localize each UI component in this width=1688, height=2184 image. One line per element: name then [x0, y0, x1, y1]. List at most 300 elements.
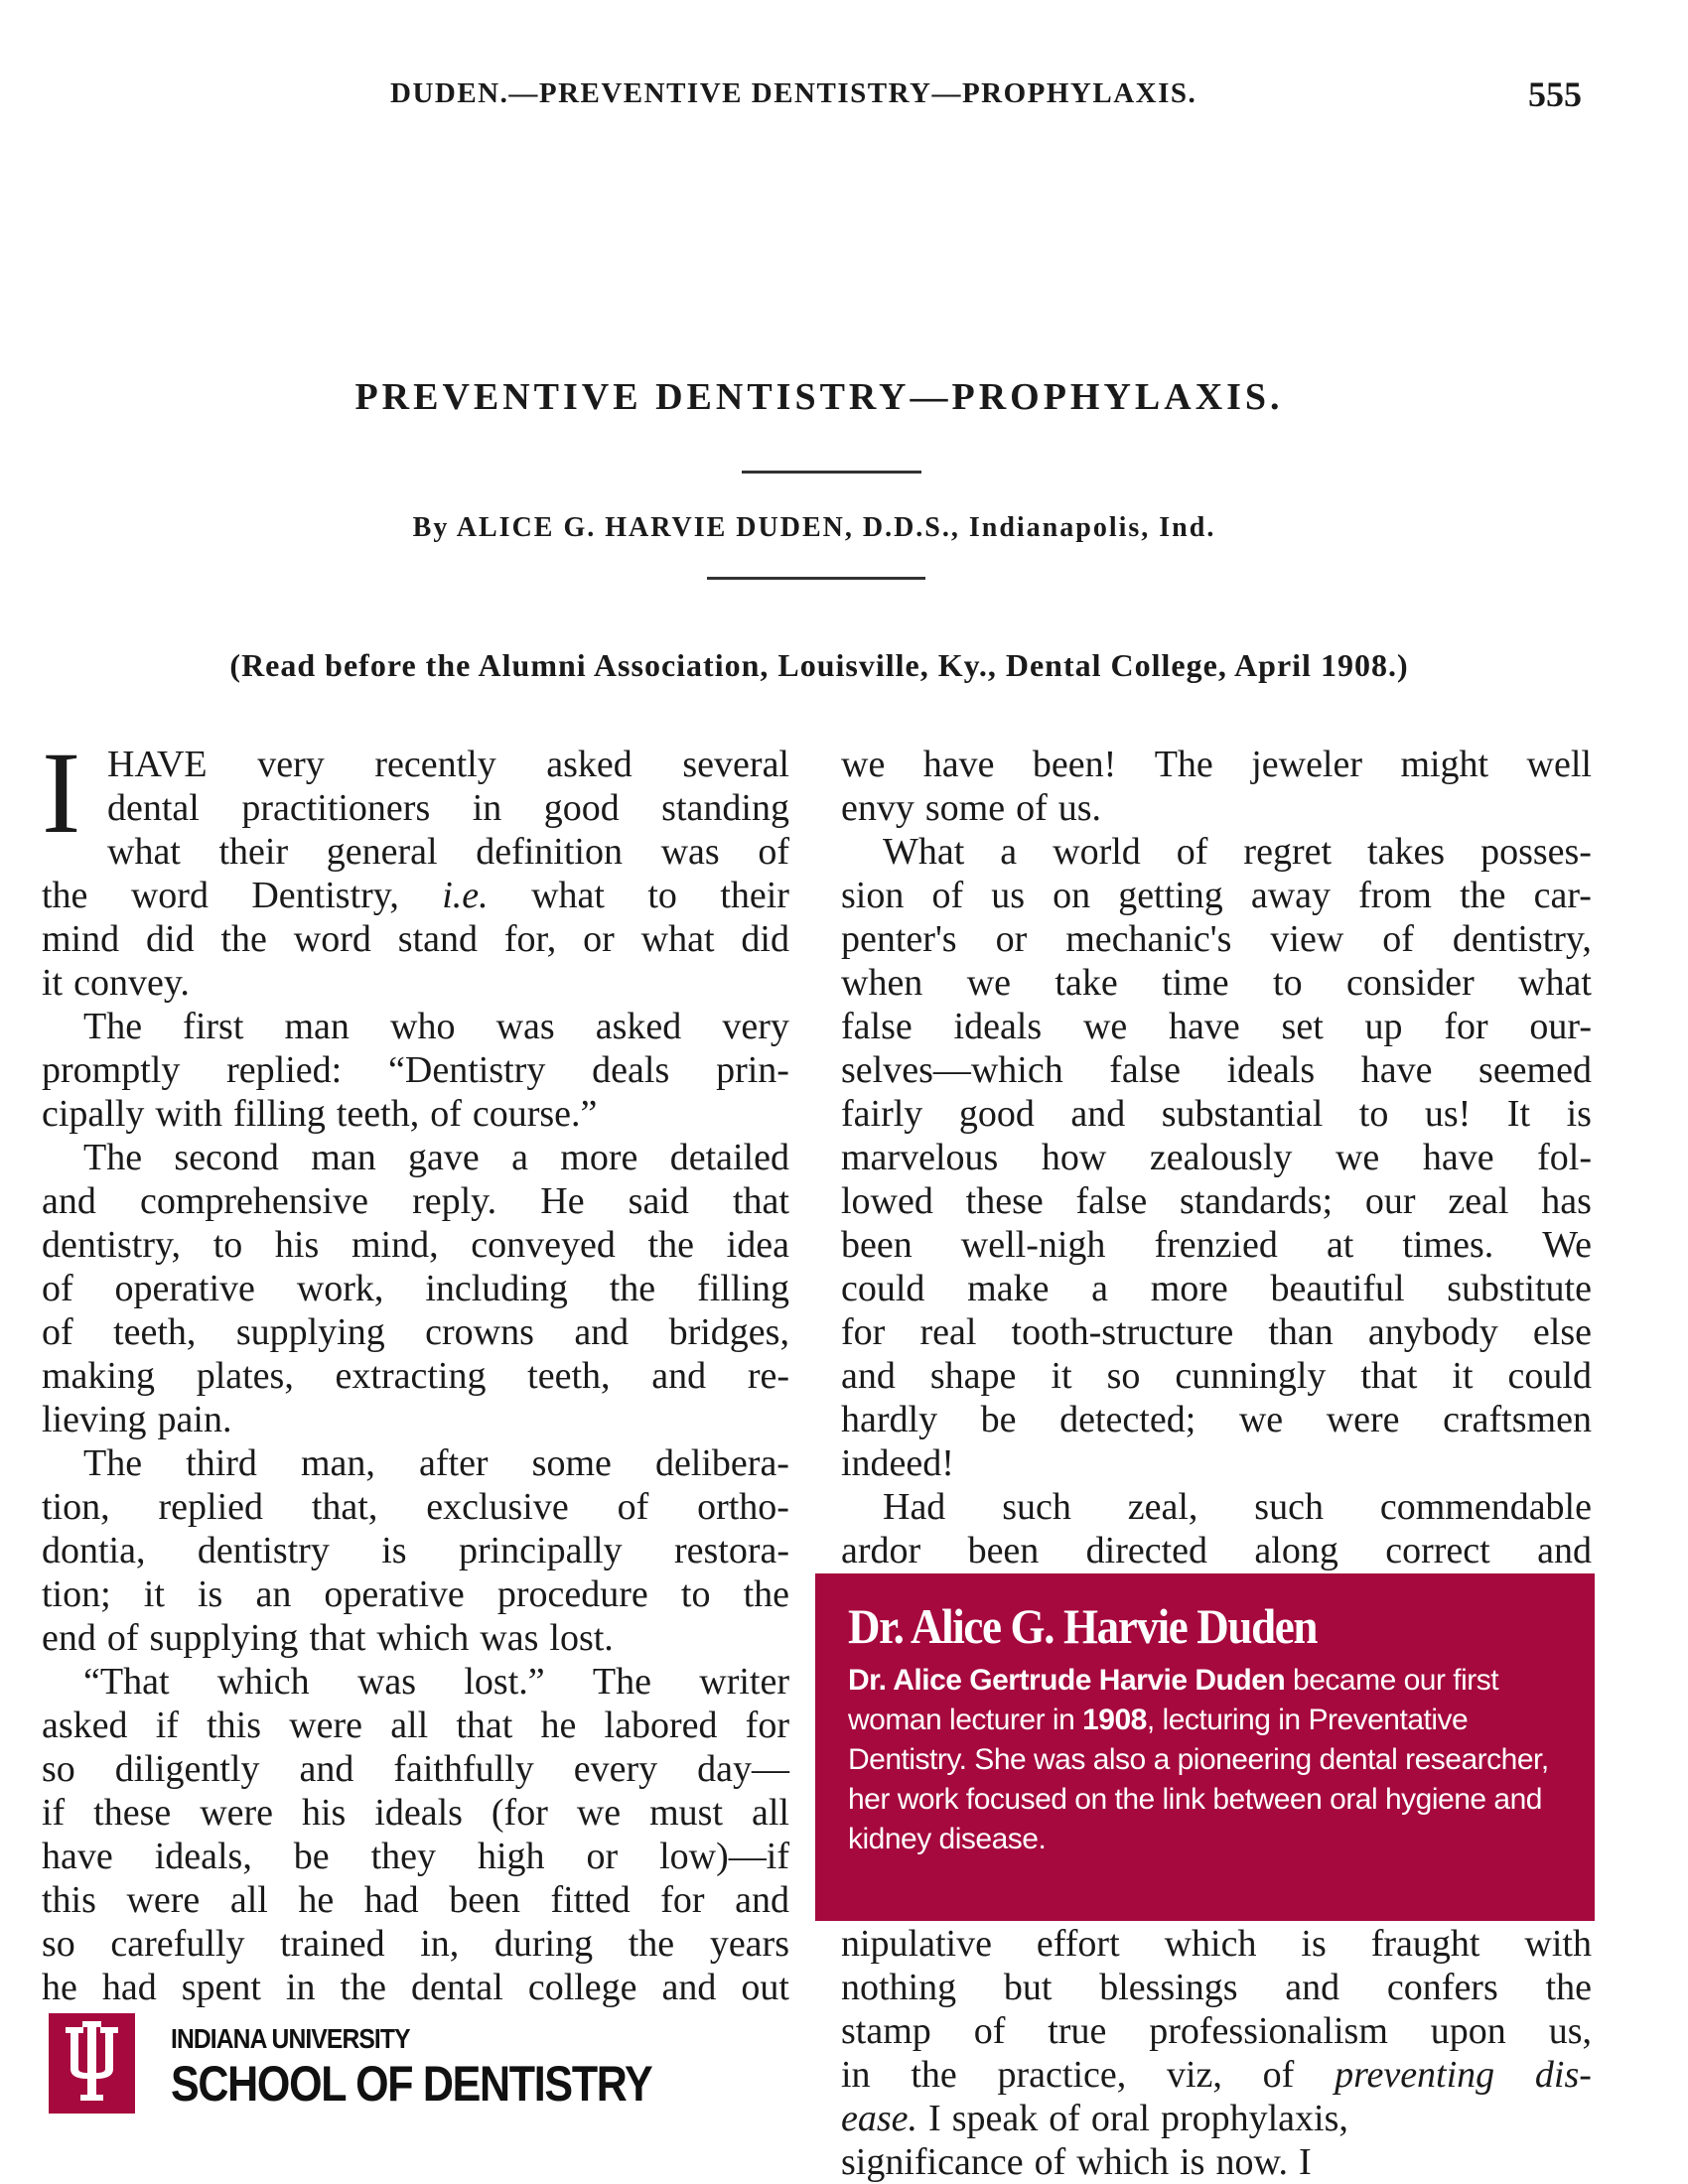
word: is	[1301, 1923, 1327, 1965]
word: of	[430, 1093, 462, 1135]
word: had	[363, 1879, 419, 1921]
word: dental	[107, 787, 200, 829]
text-line	[841, 961, 1592, 1005]
word: carefully	[110, 1923, 245, 1965]
word: marvelous	[841, 1137, 999, 1178]
word: deals	[592, 1049, 670, 1091]
word: zeal,	[1127, 1486, 1198, 1528]
word: idea	[726, 1224, 789, 1266]
word: that,	[311, 1486, 378, 1528]
text-line	[42, 1835, 789, 1878]
text-line	[42, 1398, 789, 1441]
word: dentistry	[197, 1530, 330, 1571]
text-line	[42, 1878, 789, 1922]
word: us!	[1424, 1093, 1472, 1135]
word: years	[709, 1923, 789, 1965]
word: of	[42, 1268, 73, 1309]
word: dis-	[1534, 2054, 1592, 2096]
word: trained	[280, 1923, 385, 1965]
word: “That	[83, 1661, 170, 1703]
text-line	[42, 1529, 789, 1572]
word: we	[966, 962, 1012, 1004]
text-line	[841, 1485, 1592, 1529]
word: our-	[1529, 1006, 1592, 1047]
word: ideals	[374, 1792, 463, 1834]
word: hardly	[841, 1399, 938, 1440]
word: when	[841, 962, 923, 1004]
word: is	[198, 1573, 223, 1615]
word: indeed!	[841, 1442, 954, 1484]
word: of	[973, 2010, 1006, 2052]
word: been	[449, 1879, 520, 1921]
word: that	[1360, 1355, 1418, 1397]
word: supplying	[149, 1617, 299, 1659]
word: true	[1048, 2010, 1107, 2052]
word: more	[560, 1137, 638, 1178]
word: supplying	[235, 1311, 385, 1353]
word: an	[255, 1573, 292, 1615]
word: commendable	[1379, 1486, 1592, 1528]
word: re-	[747, 1355, 789, 1397]
word: did	[741, 918, 789, 960]
text-line	[841, 1966, 1592, 2009]
text-line	[841, 1922, 1592, 1966]
word: so	[1106, 1355, 1141, 1397]
word: stand	[397, 918, 479, 960]
word: the	[42, 875, 88, 916]
word: plates,	[196, 1355, 294, 1397]
word: if	[155, 1705, 179, 1746]
text-line	[42, 1485, 789, 1529]
word: fitted	[550, 1879, 631, 1921]
left-column	[42, 743, 789, 2009]
word: What	[883, 831, 965, 873]
word: operative	[324, 1573, 465, 1615]
word: he	[42, 1967, 77, 2008]
word: lost.	[549, 1617, 614, 1659]
word: reply.	[412, 1180, 497, 1222]
word: or	[995, 918, 1028, 960]
word: zealously	[1149, 1137, 1293, 1178]
word: confers	[1386, 1967, 1498, 2008]
word: several	[682, 744, 789, 785]
word: getting	[1118, 875, 1223, 916]
text-line	[841, 1354, 1592, 1398]
word: restora-	[673, 1530, 789, 1571]
logo-school: SCHOOL OF DENTISTRY	[171, 2056, 652, 2112]
word: penter's	[841, 918, 957, 960]
word: regret	[1243, 831, 1333, 873]
word: take	[1055, 962, 1118, 1004]
text-line	[42, 1179, 789, 1223]
running-header: DUDEN.—PREVENTIVE DENTISTRY—PROPHYLAXIS.	[390, 77, 1197, 109]
word: The	[83, 1137, 143, 1178]
word: high	[478, 1836, 545, 1877]
word: these	[965, 1180, 1044, 1222]
word: for,	[503, 918, 557, 960]
word: is	[1566, 1093, 1592, 1135]
word: it	[42, 962, 64, 1004]
word: of	[931, 875, 964, 916]
word: general	[326, 831, 438, 873]
word: were	[289, 1705, 363, 1746]
word: word	[293, 918, 371, 960]
text-line	[42, 1572, 789, 1616]
iu-trident-icon	[49, 2013, 135, 2114]
word: tion;	[42, 1573, 111, 1615]
word: “Dentistry	[388, 1049, 546, 1091]
text-line	[42, 1267, 789, 1310]
word: teeth,	[336, 1093, 420, 1135]
text-line	[42, 961, 789, 1005]
word: envy	[841, 787, 914, 829]
word: teeth,	[113, 1311, 197, 1353]
word: were	[1326, 1399, 1400, 1440]
word: beautiful	[1270, 1268, 1405, 1309]
word: and	[735, 1879, 789, 1921]
word: have	[1360, 1049, 1433, 1091]
word: which	[216, 1661, 310, 1703]
word: third	[186, 1442, 257, 1484]
word: practitioners	[241, 787, 431, 829]
word: low)—if	[659, 1836, 789, 1877]
word: it	[143, 1573, 165, 1615]
word: Had	[883, 1486, 946, 1528]
word: a	[1091, 1268, 1109, 1309]
word: good	[958, 1093, 1035, 1135]
word: have	[1422, 1137, 1494, 1178]
word: in	[285, 1967, 316, 2008]
text-line	[841, 1005, 1592, 1048]
word: replied:	[226, 1049, 343, 1091]
word: to	[1358, 1093, 1389, 1135]
word: blessings	[1099, 1967, 1238, 2008]
word: extracting	[335, 1355, 487, 1397]
word: operative	[114, 1268, 255, 1309]
word: the	[220, 918, 267, 960]
word: asked	[595, 1006, 682, 1047]
word: The	[1154, 744, 1213, 785]
word: after	[418, 1442, 489, 1484]
word: selves—which	[841, 1049, 1063, 1091]
word: these	[93, 1792, 172, 1834]
word: with	[155, 1093, 222, 1135]
text-line	[42, 1747, 789, 1791]
text-line	[42, 1092, 789, 1136]
callout-box	[815, 1573, 1595, 1921]
word: their	[720, 875, 789, 916]
word: nipulative	[841, 1923, 992, 1965]
text-line	[42, 1922, 789, 1966]
text-line	[841, 1441, 1592, 1485]
word: view	[1270, 918, 1344, 960]
word: he	[540, 1705, 577, 1746]
word: to	[212, 1224, 243, 1266]
byline: By ALICE G. HARVIE DUDEN, D.D.S., Indianapolis, Ind.	[412, 512, 1216, 543]
text-line	[841, 874, 1592, 917]
word: word	[130, 875, 209, 916]
word: HAVE	[107, 744, 208, 785]
word: from	[1358, 875, 1432, 916]
word: teeth,	[527, 1355, 611, 1397]
word: significance	[841, 2141, 1024, 2183]
word: well-nigh	[960, 1224, 1106, 1266]
text-line	[841, 786, 1592, 830]
word: anybody	[1367, 1311, 1498, 1353]
word: which	[1164, 1923, 1257, 1965]
word: preventing	[1335, 2054, 1495, 2096]
text-line	[42, 1660, 789, 1704]
word: sion	[841, 875, 905, 916]
word: along	[1254, 1530, 1338, 1571]
word: convey.	[73, 962, 190, 1004]
text-line	[42, 1354, 789, 1398]
word: bridges,	[668, 1311, 789, 1353]
word: for	[745, 1705, 789, 1746]
word: of	[1016, 787, 1048, 829]
word: of	[1382, 918, 1414, 960]
divider	[707, 577, 925, 580]
word: real	[919, 1311, 977, 1353]
word: prin-	[716, 1049, 789, 1091]
word: which	[376, 1617, 470, 1659]
word: false	[841, 1006, 913, 1047]
word: first	[183, 1006, 244, 1047]
word: mechanic's	[1065, 918, 1232, 960]
word: all	[751, 1792, 789, 1834]
word: good	[543, 787, 620, 829]
word: upon	[1430, 2010, 1506, 2052]
word: been	[841, 1224, 913, 1266]
word: diligently	[114, 1748, 260, 1790]
word: asked	[546, 744, 633, 785]
word: could	[841, 1268, 925, 1309]
word: detailed	[669, 1137, 789, 1178]
text-line	[42, 1310, 789, 1354]
word: did	[146, 918, 195, 960]
word: us.	[1057, 787, 1102, 829]
word: exclusive	[426, 1486, 569, 1528]
word: on	[1053, 875, 1091, 916]
word: of	[1262, 2054, 1295, 2096]
word: posses-	[1480, 831, 1592, 873]
text-line	[841, 1223, 1592, 1267]
drop-cap: I	[42, 728, 81, 858]
word: end	[42, 1617, 96, 1659]
word: in	[472, 787, 502, 829]
word: was	[660, 831, 720, 873]
word: such	[1002, 1486, 1071, 1528]
word: false	[1075, 1180, 1148, 1222]
word: principally	[458, 1530, 623, 1571]
word: man	[311, 1137, 376, 1178]
word: ideals,	[154, 1836, 252, 1877]
text-line	[42, 1616, 789, 1660]
word: man	[284, 1006, 350, 1047]
word: well	[1526, 744, 1592, 785]
word: asked	[42, 1705, 128, 1746]
word: filling	[232, 1093, 326, 1135]
text-line	[841, 1267, 1592, 1310]
word: definition	[476, 831, 623, 873]
word: very	[257, 744, 325, 785]
word: man,	[300, 1442, 375, 1484]
word: ease.	[841, 2098, 918, 2139]
text-line	[42, 1441, 789, 1485]
word: stamp	[841, 2010, 931, 2052]
word: what	[1518, 962, 1592, 1004]
word: who	[390, 1006, 456, 1047]
text-line	[841, 1529, 1592, 1572]
word: fraught	[1370, 1923, 1480, 1965]
word: it	[1452, 1355, 1474, 1397]
word: their	[218, 831, 289, 873]
word: and	[1285, 1967, 1340, 2008]
word: day—	[697, 1748, 789, 1790]
word: it	[1051, 1355, 1072, 1397]
word: jeweler	[1251, 744, 1363, 785]
word: consider	[1345, 962, 1475, 1004]
word: I	[1298, 2141, 1312, 2183]
word: but	[1003, 1967, 1053, 2008]
word: be	[980, 1399, 1017, 1440]
word: We	[1542, 1224, 1592, 1266]
word: so	[42, 1748, 75, 1790]
text-line	[841, 2053, 1592, 2097]
word: mind,	[351, 1224, 439, 1266]
word: were	[126, 1879, 201, 1921]
word: labored	[604, 1705, 718, 1746]
word: replied	[158, 1486, 263, 1528]
word: that	[456, 1705, 513, 1746]
word: lieving	[42, 1399, 147, 1440]
word: conveyed	[471, 1224, 616, 1266]
word: standing	[661, 787, 789, 829]
text-line	[42, 874, 789, 917]
word: and	[299, 1748, 354, 1790]
word: and	[574, 1311, 630, 1353]
word: (for	[491, 1792, 548, 1834]
word: correct	[1385, 1530, 1490, 1571]
word: college	[527, 1967, 637, 2008]
text-line	[42, 786, 789, 830]
word: some	[924, 787, 1006, 829]
word: what	[107, 831, 181, 873]
word: how	[1041, 1137, 1107, 1178]
word: us	[991, 875, 1025, 916]
word: at	[1326, 1224, 1354, 1266]
word: filling	[697, 1268, 789, 1309]
word: ortho-	[697, 1486, 789, 1528]
word: oral	[1090, 2098, 1150, 2139]
text-line	[841, 830, 1592, 874]
word: for	[660, 1879, 705, 1921]
word: now.	[1215, 2141, 1288, 2183]
word: viz,	[1166, 2054, 1222, 2096]
text-line	[841, 917, 1592, 961]
word: of	[1034, 2141, 1066, 2183]
word: a	[511, 1137, 528, 1178]
word: takes	[1367, 831, 1446, 873]
callout-text: , lecturing in Preventative Dentistry. She was also a pioneering dental researcher, her work focused on the link between oral hygiene and kidney disease.	[848, 1704, 1549, 1855]
word: delibera-	[654, 1442, 789, 1484]
word: or	[583, 918, 615, 960]
word: to	[1273, 962, 1303, 1004]
text-line	[42, 1048, 789, 1092]
word: of	[106, 1617, 139, 1659]
word: set	[1281, 1006, 1324, 1047]
word: and	[841, 1355, 896, 1397]
word: work,	[296, 1268, 384, 1309]
word: dentistry,	[42, 1224, 182, 1266]
word: The	[592, 1661, 651, 1703]
word: they	[370, 1836, 437, 1877]
text-line	[42, 1136, 789, 1179]
text-line	[42, 1005, 789, 1048]
word: make	[967, 1268, 1050, 1309]
word: was	[356, 1661, 417, 1703]
word: tion,	[42, 1486, 110, 1528]
word: practice,	[997, 2054, 1127, 2096]
word: faithfully	[393, 1748, 534, 1790]
word: craftsmen	[1443, 1399, 1592, 1440]
text-line	[42, 917, 789, 961]
word: has	[1541, 1180, 1592, 1222]
word: some	[531, 1442, 612, 1484]
callout-year: 1908	[1082, 1704, 1147, 1736]
word: us,	[1548, 2010, 1592, 2052]
word: writer	[699, 1661, 789, 1703]
word: speak	[951, 2098, 1039, 2139]
word: frenzied	[1154, 1224, 1278, 1266]
word: detected;	[1059, 1399, 1196, 1440]
word: was	[495, 1006, 555, 1047]
word: fairly	[841, 1093, 923, 1135]
word: could	[1507, 1355, 1592, 1397]
word: cunningly	[1175, 1355, 1327, 1397]
word: and	[661, 1967, 717, 2008]
word: the	[911, 2054, 957, 2096]
article-title: PREVENTIVE DENTISTRY—PROPHYLAXIS.	[354, 376, 1284, 418]
word: else	[1532, 1311, 1592, 1353]
word: have	[922, 744, 995, 785]
callout-title: Dr. Alice G. Harvie Duden	[848, 1598, 1318, 1654]
word: his	[274, 1224, 320, 1266]
read-note: (Read before the Alumni Association, Louisville, Ky., Dental College, April 1908.)	[229, 647, 1409, 683]
text-line	[841, 1310, 1592, 1354]
word: away	[1250, 875, 1332, 916]
word: we	[1238, 1399, 1284, 1440]
word: to	[680, 1573, 711, 1615]
word: ideals	[953, 1006, 1043, 1047]
word: or	[586, 1836, 619, 1877]
word: our	[1364, 1180, 1416, 1222]
word: is	[1180, 2141, 1205, 2183]
word: such	[1254, 1486, 1324, 1528]
word: lowed	[841, 1180, 933, 1222]
word: of	[42, 1311, 73, 1353]
word: up	[1364, 1006, 1403, 1047]
word: lost.”	[464, 1661, 545, 1703]
callout-text: became our first woman lecturer in	[848, 1664, 1499, 1736]
word: cipally	[42, 1093, 145, 1135]
word: a	[1000, 831, 1018, 873]
word: his	[302, 1792, 347, 1834]
word: for	[841, 1311, 886, 1353]
text-line	[42, 1791, 789, 1835]
word: and	[1070, 1093, 1126, 1135]
word: be	[293, 1836, 330, 1877]
